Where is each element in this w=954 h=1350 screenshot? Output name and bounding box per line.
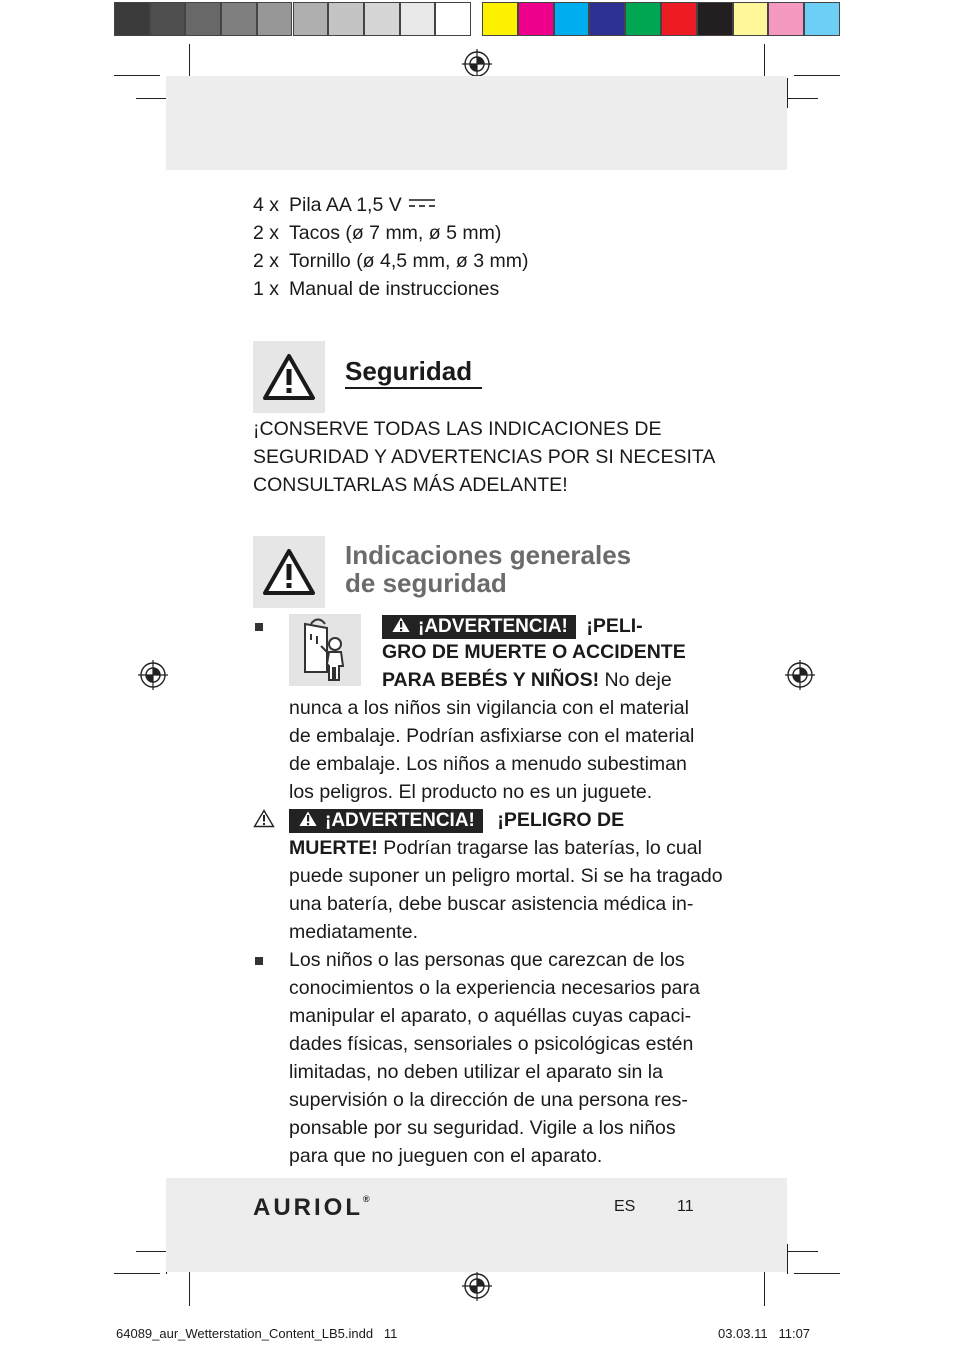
brand-logo: AURIOL® xyxy=(253,1194,370,1221)
process-color-bar xyxy=(482,0,840,38)
color-swatch xyxy=(518,2,554,36)
warning-line xyxy=(382,666,672,694)
crop-mark xyxy=(794,1273,840,1274)
color-swatch xyxy=(733,2,769,36)
item-line: supervisión o la dirección de una persona res- xyxy=(289,1089,688,1111)
section-heading: Indicaciones generales xyxy=(345,540,632,570)
color-swatch xyxy=(257,2,293,36)
crop-mark xyxy=(788,1251,818,1252)
list-qty: 2 x xyxy=(253,222,280,244)
child-safety-pictogram xyxy=(289,614,361,686)
warning-text: No deje xyxy=(599,669,672,691)
item-line: ponsable por su seguridad. Vigile a los niños xyxy=(289,1117,676,1139)
color-swatch xyxy=(328,2,364,36)
color-swatch xyxy=(625,2,661,36)
badge-label: ¡ADVERTENCIA! xyxy=(418,616,568,637)
color-swatch xyxy=(697,2,733,36)
color-swatch xyxy=(221,2,257,36)
registration-mark-icon xyxy=(462,49,492,79)
crop-mark xyxy=(788,98,818,99)
color-swatch xyxy=(400,2,436,36)
list-item: Pila AA 1,5 V xyxy=(289,194,402,216)
crop-mark xyxy=(136,1251,166,1252)
warning-title: ¡PELI- xyxy=(586,615,643,637)
registration-mark-icon xyxy=(462,1271,492,1301)
item-line: conocimientos o la experiencia necesarios para xyxy=(289,977,700,999)
bullet xyxy=(255,623,263,631)
warning-line: de embalaje. Los niños a menudo subestiman xyxy=(289,753,687,775)
warning-text: Podrían tragarse las baterías, lo cual xyxy=(377,837,702,859)
page-number: 11 xyxy=(677,1198,694,1215)
section-heading: Seguridad xyxy=(345,356,473,386)
warning-line: de embalaje. Podrían asfixiarse con el material xyxy=(289,725,695,747)
list-qty: 1 x xyxy=(253,278,280,300)
warning-triangle-icon xyxy=(297,809,319,828)
crop-mark xyxy=(136,98,166,99)
warning-triangle-icon xyxy=(390,615,412,634)
notice-line: CONSULTARLAS MÁS ADELANTE! xyxy=(253,474,568,496)
list-item: Tacos (ø 7 mm, ø 5 mm) xyxy=(289,222,502,244)
color-swatch xyxy=(589,2,625,36)
color-swatch xyxy=(482,2,518,36)
warning-box xyxy=(253,536,325,608)
warning-line: una batería, debe buscar asistencia médica in- xyxy=(289,893,694,915)
warning-badge xyxy=(289,809,483,833)
slug-date: 03.03.11 11:07 xyxy=(718,1326,811,1341)
color-swatch xyxy=(364,2,400,36)
list-qty: 2 x xyxy=(253,250,280,272)
color-swatch xyxy=(114,2,150,36)
warning-title: PARA BEBÉS Y NIÑOS! xyxy=(382,669,600,691)
item-line: dades físicas, sensoriales o psicológicas estén xyxy=(289,1033,694,1055)
warning-line: mediatamente. xyxy=(289,921,418,943)
item-line: limitadas, no deben utilizar el aparato sin la xyxy=(289,1061,663,1083)
color-swatch xyxy=(185,2,221,36)
registration-mark-icon xyxy=(785,660,815,690)
list-qty: 4 x xyxy=(253,194,280,216)
warning-title: MUERTE! xyxy=(289,837,378,859)
notice-line: ¡CONSERVE TODAS LAS INDICACIONES DE xyxy=(253,418,662,440)
crop-mark xyxy=(794,75,840,76)
crop-mark xyxy=(787,1244,788,1274)
notice-line: SEGURIDAD Y ADVERTENCIAS POR SI NECESITA xyxy=(253,446,716,468)
item-line: para que no jueguen con el aparato. xyxy=(289,1145,603,1167)
crop-mark xyxy=(114,1273,160,1274)
brand-name: AURIOL xyxy=(253,1194,363,1221)
footer-band xyxy=(166,1178,787,1272)
dc-symbol-icon xyxy=(408,198,436,210)
language-code: ES xyxy=(614,1198,636,1215)
warning-outline-icon xyxy=(253,809,275,828)
warning-badge xyxy=(382,615,576,639)
color-swatch xyxy=(150,2,186,36)
crop-mark xyxy=(764,1268,765,1306)
slug-filename: 64089_aur_Wetterstation_Content_LB5.indd 11 xyxy=(116,1326,398,1341)
bullet xyxy=(255,957,263,965)
warning-title: ¡PELIGRO DE xyxy=(497,809,625,831)
warning-line: los peligros. El producto no es un juguete. xyxy=(289,781,653,803)
color-swatch xyxy=(804,2,840,36)
color-swatch xyxy=(554,2,590,36)
item-line: Los niños o las personas que carezcan de los xyxy=(289,949,685,971)
warning-triangle-icon xyxy=(261,352,317,402)
warning-line: nunca a los niños sin vigilancia con el material xyxy=(289,697,689,719)
color-swatch xyxy=(661,2,697,36)
grey-color-bar xyxy=(114,0,471,38)
heading-underline xyxy=(345,387,482,389)
list-item: Manual de instrucciones xyxy=(289,278,500,300)
warning-triangle-icon xyxy=(261,547,317,597)
warning-line xyxy=(289,834,702,862)
warning-title: GRO DE MUERTE O ACCIDENTE xyxy=(382,641,686,663)
crop-mark xyxy=(189,1268,190,1306)
crop-mark xyxy=(114,75,160,76)
registration-mark-icon xyxy=(138,660,168,690)
child-with-bag-icon xyxy=(289,614,361,686)
crop-mark xyxy=(787,78,788,108)
badge-label: ¡ADVERTENCIA! xyxy=(325,810,475,831)
warning-box xyxy=(253,341,325,413)
color-swatch xyxy=(768,2,804,36)
color-swatch xyxy=(435,2,471,36)
color-swatch xyxy=(293,2,329,36)
header-band xyxy=(166,76,787,170)
list-item: Tornillo (ø 4,5 mm, ø 3 mm) xyxy=(289,250,529,272)
item-line: manipular el aparato, o aquéllas cuyas capaci- xyxy=(289,1005,692,1027)
section-heading: de seguridad xyxy=(345,568,507,598)
warning-line: puede suponer un peligro mortal. Si se ha tragado xyxy=(289,865,723,887)
